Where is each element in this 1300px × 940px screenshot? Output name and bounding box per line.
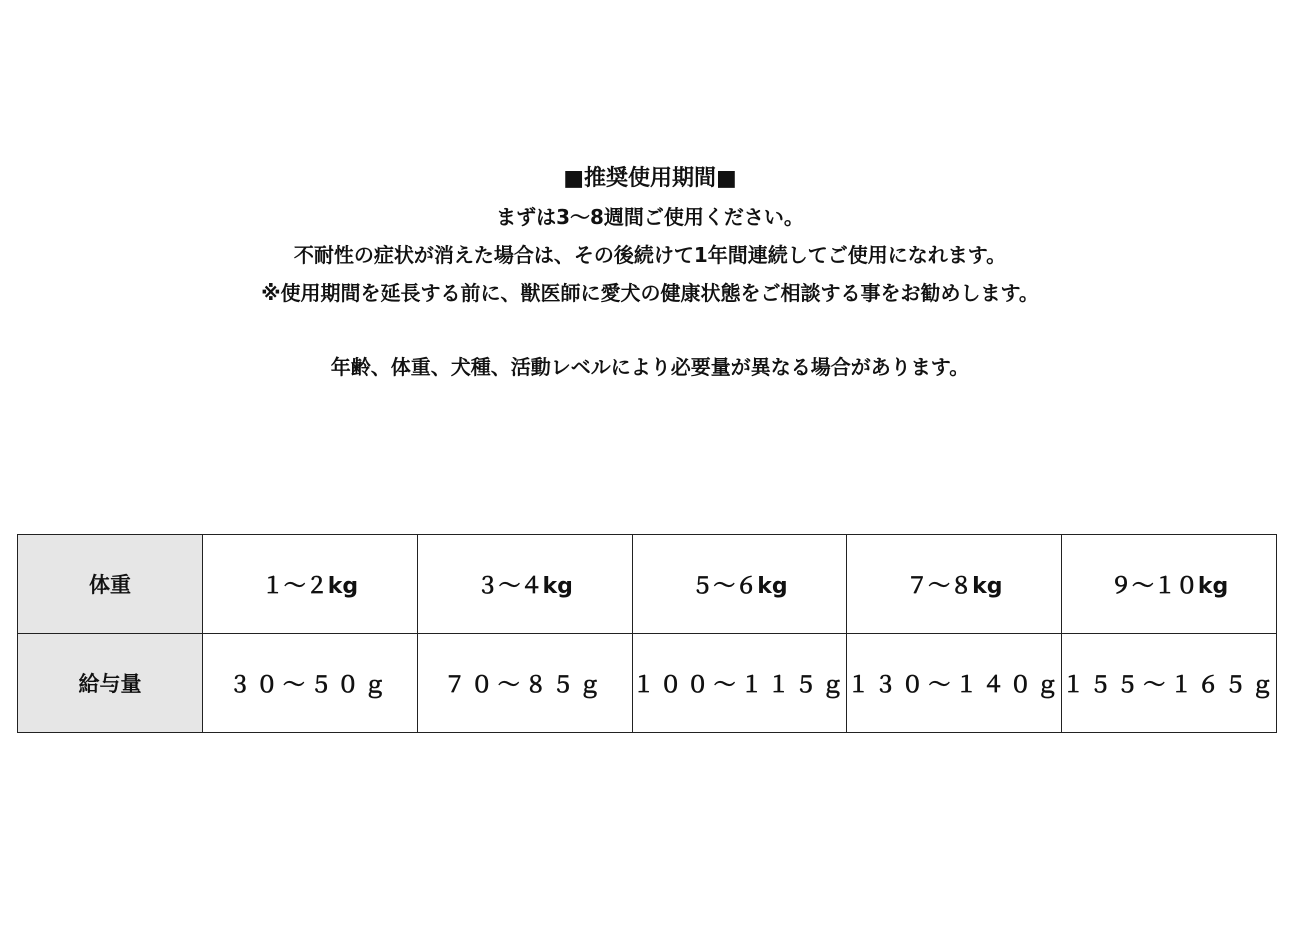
amount-cell: １３０～１４０ｇ: [847, 634, 1062, 733]
table-row-weight: [18, 535, 1277, 634]
amount-cell: ３０～５０ｇ: [203, 634, 418, 733]
usage-line-vet-advice: ※使用期間を延長する前に、獣医師に愛犬の健康状態をご相談する事をお勧めします。: [261, 281, 1039, 305]
weight-cell: ９～１０kg: [1062, 535, 1277, 634]
weight-cell: １～２kg: [203, 535, 418, 634]
amount-cell: １００～１１５ｇ: [632, 634, 847, 733]
amount-cell: １５５～１６５ｇ: [1062, 634, 1277, 733]
spacer: [0, 312, 1300, 348]
usage-line-continued-use: 不耐性の症状が消えた場合は、その後続けて1年間連続してご使用になれます。: [293, 243, 1007, 267]
weight-cell: ７～８kg: [847, 535, 1062, 634]
usage-period-title: ■推奨使用期間■: [563, 166, 737, 191]
row-header-feeding-amount: 給与量: [18, 634, 203, 733]
usage-guide: [0, 160, 1300, 386]
amount-cell: ７０～８５ｇ: [417, 634, 632, 733]
row-header-weight: 体重: [18, 535, 203, 634]
usage-note: 年齢、体重、犬種、活動レベルにより必要量が異なる場合があります。: [330, 355, 970, 379]
feeding-amount-table: [17, 534, 1277, 733]
weight-cell: ５～６kg: [632, 535, 847, 634]
weight-cell: ３～４kg: [417, 535, 632, 634]
table-row-feeding-amount: [18, 634, 1277, 733]
usage-line-initial-period: まずは3～8週間ご使用ください。: [496, 205, 804, 229]
